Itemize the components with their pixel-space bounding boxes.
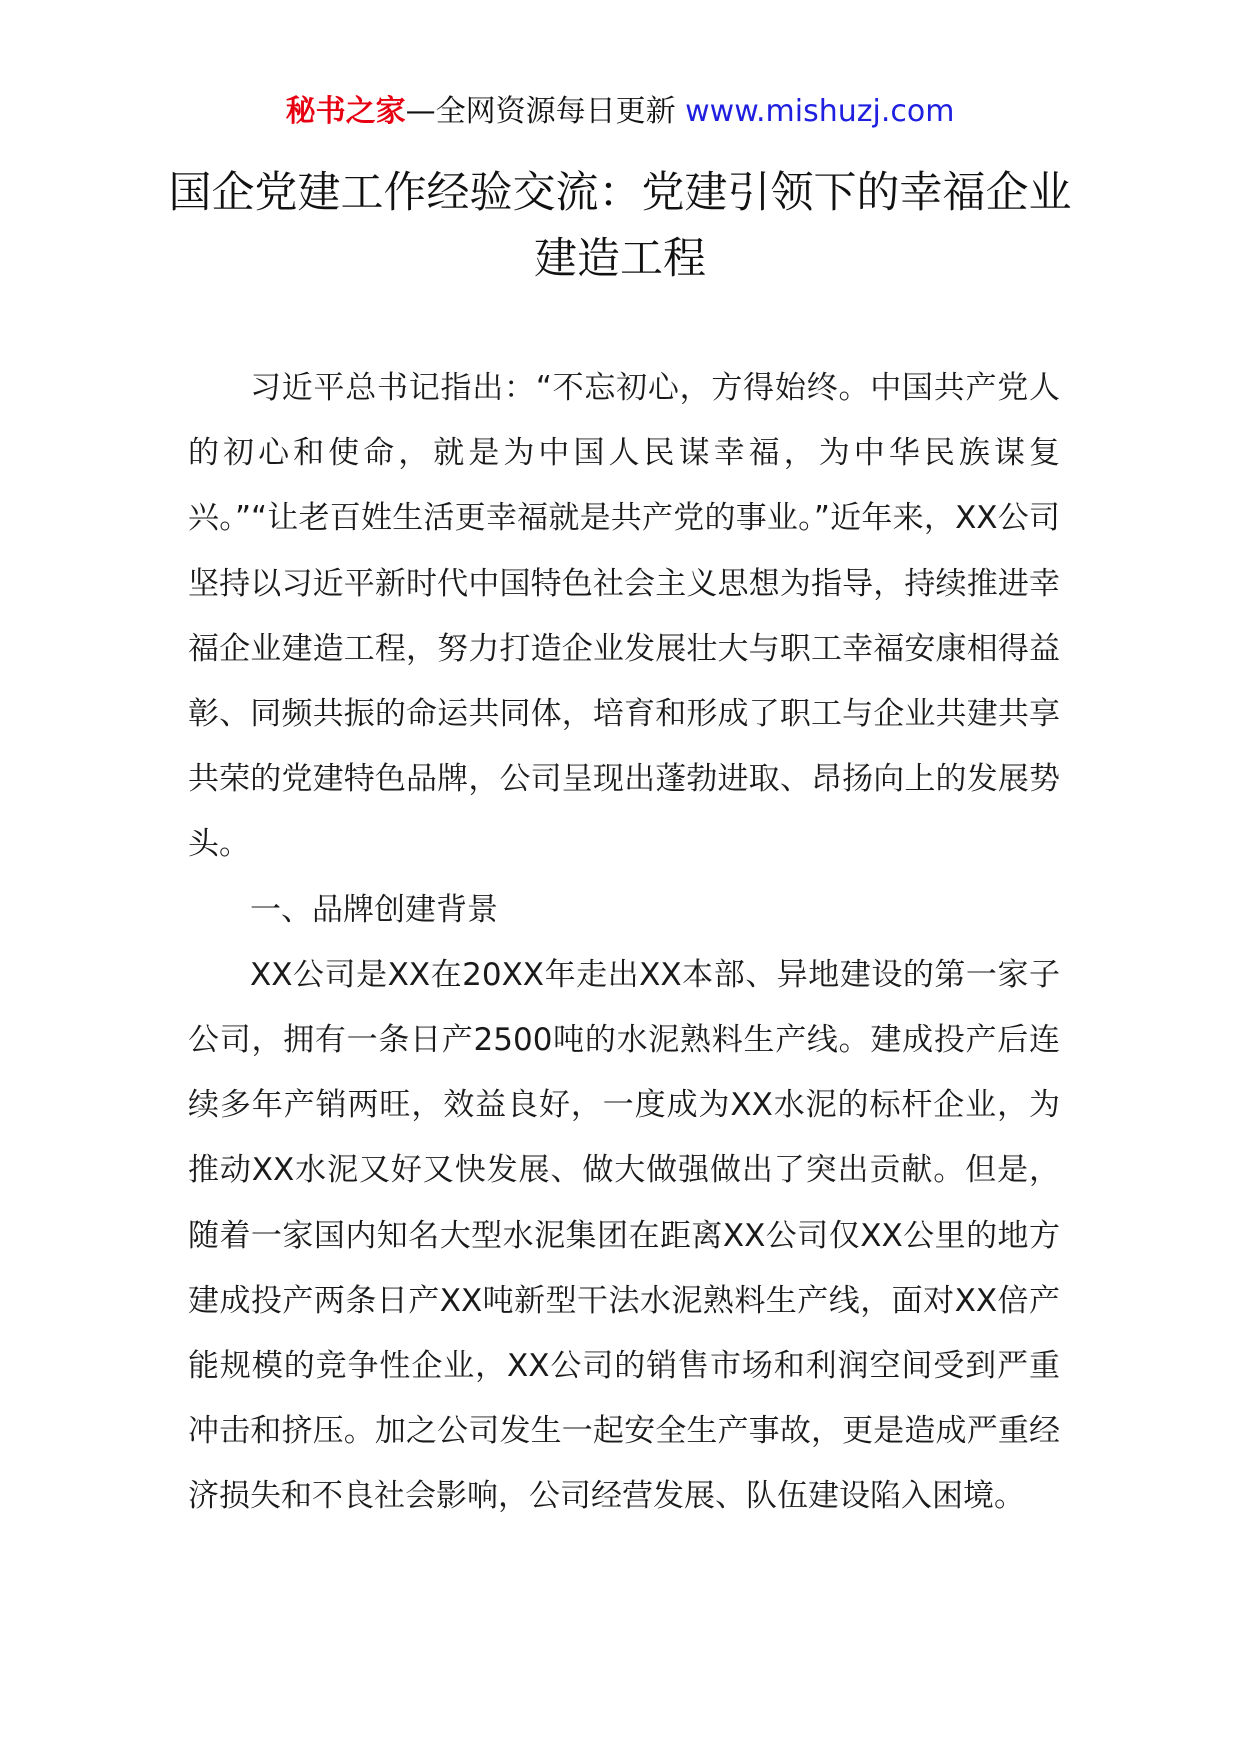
brand-name: 秘书之家 [285, 94, 406, 129]
site-header [0, 92, 1240, 132]
intro-paragraph: 习近平总书记指出：“不忘初心，方得始终。中国共产党人的初心和使命，就是为中国人民谋幸福，为中华民族谋复兴。”“让老百姓生活更幸福就是共产党的事业。”近年来，XX公司坚持以习近平新时代中国特色社会主义思想为指导，持续推进幸福企业建造工程，努力打造企业发展壮大与职工幸福安康相得益彰、同频共振的命运共同体，培育和形成了职工与企业共建共享共荣的党建特色品牌，公司呈现出蓬勃进取、昂扬向上的发展势头。 [188, 370, 1060, 863]
header-tagline: —全网资源每日更新 [405, 94, 676, 129]
site-url-link[interactable]: www.mishuzj.com [685, 94, 955, 129]
document-title: 国企党建工作经验交流：党建引领下的幸福企业建造工程 [168, 168, 1072, 284]
document-body [188, 356, 1060, 1530]
body-paragraph: XX公司是XX在20XX年走出XX本部、异地建设的第一家子公司，拥有一条日产2500吨的水泥熟料生产线。建成投产后连续多年产销两旺，效益良好，一度成为XX水泥的标杆企业，为推动XX水泥又好又快发展、做大做强做出了突出贡献。但是，随着一家国内知名大型水泥集团在距离XX公司仅XX公里的地方建成投产两条日产XX吨新型干法水泥熟料生产线，面对XX倍产能规模的竞争性企业，XX公司的销售市场和利润空间受到严重冲击和挤压。加之公司发生一起安全生产事故，更是造成严重经济损失和不良社会影响，公司经营发展、队伍建设陷入困境。 [188, 956, 1060, 1515]
section-heading: 一、品牌创建背景 [250, 891, 498, 928]
